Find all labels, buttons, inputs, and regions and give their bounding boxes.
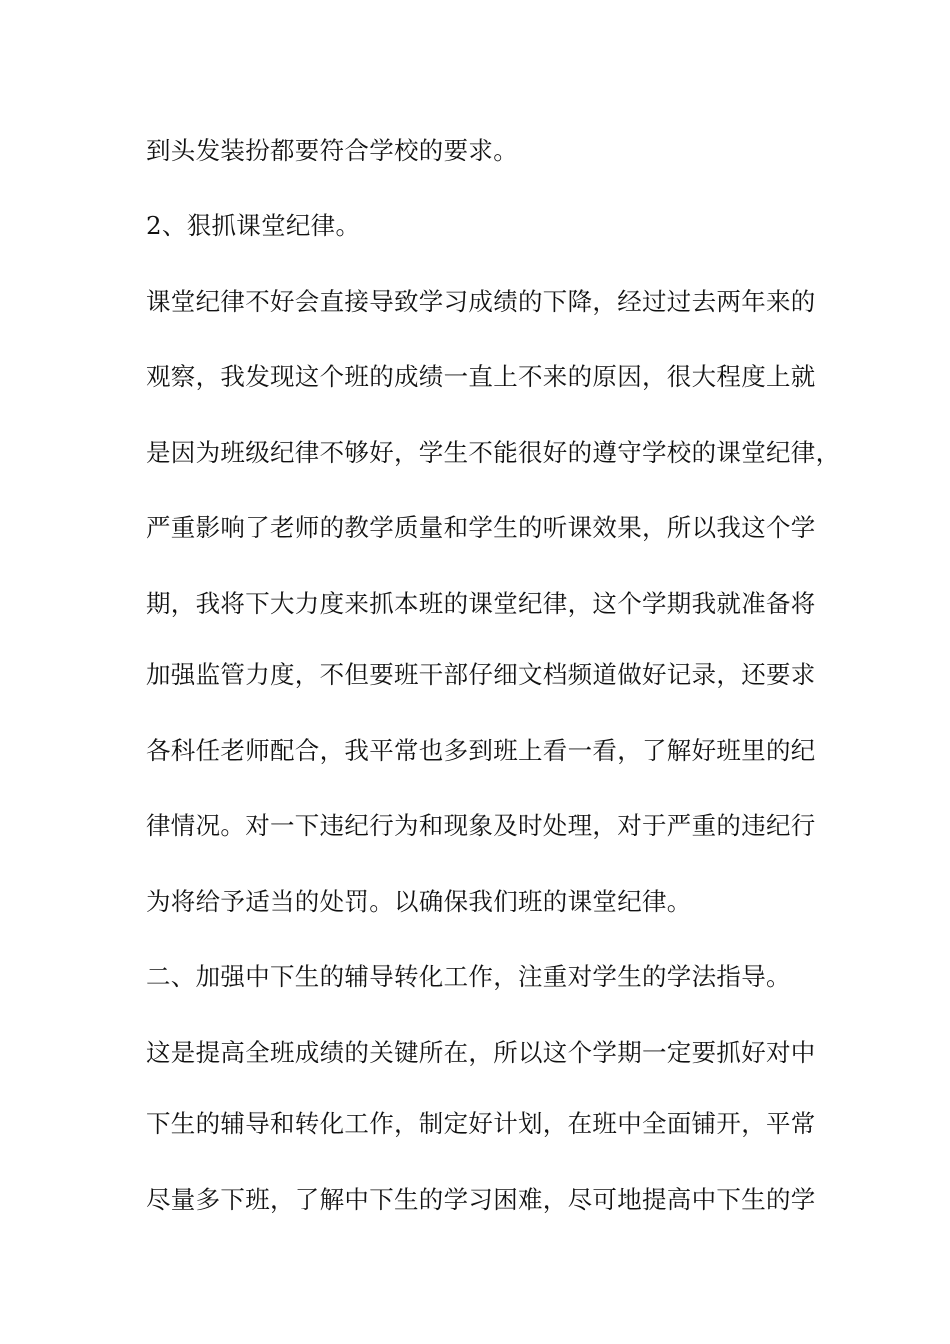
text-line: 律情况。对一下违纪行为和现象及时处理，对于严重的违纪行 bbox=[146, 811, 816, 840]
text-line: 到头发装扮都要符合学校的要求。 bbox=[146, 136, 518, 165]
section-heading: 2、狠抓课堂纪律。 bbox=[146, 211, 361, 240]
text-line: 是因为班级纪律不够好，学生不能很好的遵守学校的课堂纪律， bbox=[146, 438, 841, 467]
text-line: 下生的辅导和转化工作，制定好计划，在班中全面铺开，平常 bbox=[146, 1109, 816, 1138]
text-line: 为将给予适当的处罚。以确保我们班的课堂纪律。 bbox=[146, 887, 692, 916]
text-line: 这是提高全班成绩的关键所在，所以这个学期一定要抓好对中 bbox=[146, 1038, 816, 1067]
text-line: 期，我将下大力度来抓本班的课堂纪律，这个学期我就准备将 bbox=[146, 589, 816, 618]
text-line: 严重影响了老师的教学质量和学生的听课效果，所以我这个学 bbox=[146, 513, 816, 542]
text-line: 各科任老师配合，我平常也多到班上看一看，了解好班里的纪 bbox=[146, 736, 816, 765]
text-line: 课堂纪律不好会直接导致学习成绩的下降，经过过去两年来的 bbox=[146, 287, 816, 316]
section-heading: 二、加强中下生的辅导转化工作，注重对学生的学法指导。 bbox=[146, 962, 791, 991]
text-line: 观察，我发现这个班的成绩一直上不来的原因，很大程度上就 bbox=[146, 362, 816, 391]
text-line: 尽量多下班，了解中下生的学习困难，尽可地提高中下生的学 bbox=[146, 1185, 816, 1214]
text-line: 加强监管力度，不但要班干部仔细文档频道做好记录，还要求 bbox=[146, 660, 816, 689]
